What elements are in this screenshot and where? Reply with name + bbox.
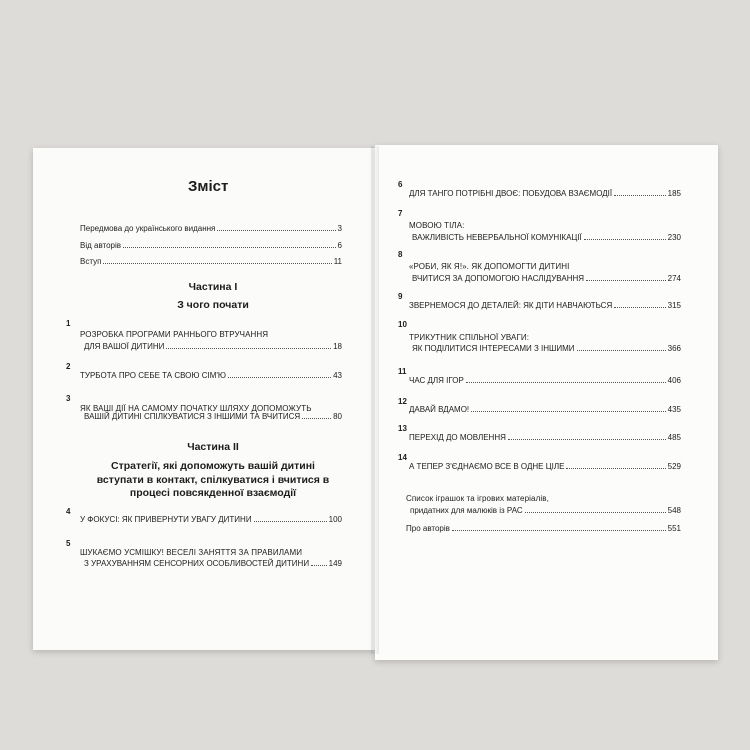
page-number: 230	[667, 233, 681, 242]
dot-leader	[566, 467, 665, 469]
dot-leader	[614, 306, 665, 308]
chapter-entry	[409, 433, 681, 442]
dot-leader	[508, 438, 666, 440]
entry-label: Передмова до українського видання	[80, 224, 216, 233]
chapter-entry	[84, 559, 342, 568]
page-number: 366	[667, 344, 681, 353]
dot-leader	[103, 262, 331, 264]
dot-leader	[254, 520, 327, 522]
chapter-number: 10	[398, 320, 407, 329]
page-number: 435	[667, 405, 681, 414]
chapter-title-line: «РОБИ, ЯК Я!». ЯК ДОПОМОГТИ ДИТИНІ	[409, 262, 570, 271]
part-subtitle: З чого почати	[177, 299, 249, 311]
chapter-entry	[409, 301, 681, 310]
page-number: 43	[333, 371, 342, 380]
back-matter-line: Список іграшок та ігрових матеріалів,	[406, 494, 549, 503]
chapter-number: 1	[66, 319, 71, 328]
dot-leader	[586, 279, 666, 281]
entry-label: ДЛЯ ТАНГО ПОТРІБНІ ДВОЄ: ПОБУДОВА ВЗАЄМОДІЇ	[409, 189, 613, 198]
chapter-number: 12	[398, 397, 407, 406]
chapter-number: 9	[398, 292, 403, 301]
chapter-number: 8	[398, 250, 403, 259]
dot-leader	[217, 229, 335, 231]
page-number: 3	[337, 224, 342, 233]
dot-leader	[452, 529, 666, 531]
page-number: 548	[667, 506, 681, 515]
dot-leader	[525, 511, 666, 513]
toc-entry	[80, 257, 342, 266]
chapter-number: 2	[66, 362, 71, 371]
entry-label: ПЕРЕХІД ДО МОВЛЕННЯ	[409, 433, 506, 442]
book-gutter	[371, 146, 379, 654]
entry-label: ДАВАЙ ВДАМО!	[409, 405, 470, 414]
page-number: 485	[667, 433, 681, 442]
page-number: 18	[333, 342, 342, 351]
entry-label: З УРАХУВАННЯМ СЕНСОРНИХ ОСОБЛИВОСТЕЙ ДИТИНИ	[84, 559, 310, 568]
chapter-number: 6	[398, 180, 403, 189]
part-subtitle-line: Стратегії, які допоможуть вашій дитині	[111, 460, 315, 472]
entry-label: ТУРБОТА ПРО СЕБЕ ТА СВОЮ СІМ'Ю	[80, 371, 226, 380]
page-number: 100	[328, 515, 342, 524]
part-title: Частина I	[188, 281, 238, 293]
entry-label: Про авторів	[406, 524, 450, 533]
chapter-number: 11	[398, 367, 407, 376]
page-number: 529	[667, 462, 681, 471]
chapter-number: 4	[66, 507, 71, 516]
page-number: 406	[667, 376, 681, 385]
chapter-entry	[409, 462, 681, 471]
page-number: 6	[337, 241, 342, 250]
dot-leader	[584, 238, 666, 240]
entry-label: У ФОКУСІ: ЯК ПРИВЕРНУТИ УВАГУ ДИТИНИ	[80, 515, 252, 524]
dot-leader	[471, 410, 665, 412]
toc-title: Зміст	[188, 178, 229, 195]
chapter-number: 5	[66, 539, 71, 548]
chapter-entry	[84, 342, 342, 351]
entry-label: А ТЕПЕР З'ЄДНАЄМО ВСЕ В ОДНЕ ЦІЛЕ	[409, 462, 565, 471]
page-number: 11	[333, 257, 342, 266]
chapter-entry	[84, 412, 342, 421]
entry-label: ВАШІЙ ДИТИНІ СПІЛКУВАТИСЯ З ІНШИМИ ТА ВЧИТИСЯ	[84, 412, 301, 421]
chapter-entry	[412, 274, 681, 283]
chapter-number: 13	[398, 424, 407, 433]
back-matter-entry	[410, 506, 681, 515]
toc-entry	[80, 241, 342, 250]
page-number: 551	[667, 524, 681, 533]
dot-leader	[577, 349, 666, 351]
page-number: 315	[667, 301, 681, 310]
toc-entry	[80, 224, 342, 233]
chapter-number: 3	[66, 394, 71, 403]
chapter-title-line: МОВОЮ ТІЛА:	[409, 221, 465, 230]
chapter-title-line: ТРИКУТНИК СПІЛЬНОЇ УВАГИ:	[409, 333, 530, 342]
entry-label: ЧАС ДЛЯ ІГОР	[409, 376, 464, 385]
entry-label: ЗВЕРНЕМОСЯ ДО ДЕТАЛЕЙ: ЯК ДІТИ НАВЧАЮТЬСЯ	[409, 301, 613, 310]
entry-label: Від авторів	[80, 241, 122, 250]
dot-leader	[302, 417, 331, 419]
page-number: 274	[667, 274, 681, 283]
page-number: 149	[328, 559, 342, 568]
chapter-entry	[409, 376, 681, 385]
chapter-title-line: ЯК ВАШІ ДІЇ НА САМОМУ ПОЧАТКУ ШЛЯХУ ДОПОМОЖУТЬ	[80, 404, 312, 413]
page-number: 80	[333, 412, 342, 421]
chapter-entry	[412, 233, 681, 242]
chapter-entry	[409, 405, 681, 414]
entry-label: Вступ	[80, 257, 102, 266]
dot-leader	[614, 194, 666, 196]
chapter-entry	[80, 515, 342, 524]
chapter-entry	[409, 189, 681, 198]
dot-leader	[123, 246, 336, 248]
part-title: Частина II	[187, 441, 239, 453]
dot-leader	[311, 564, 327, 566]
page-number: 185	[667, 189, 681, 198]
chapter-title-line: РОЗРОБКА ПРОГРАМИ РАННЬОГО ВТРУЧАННЯ	[80, 330, 269, 339]
back-matter-entry	[406, 524, 681, 533]
entry-label: придатних для малюків із РАС	[410, 506, 523, 515]
chapter-number: 7	[398, 209, 403, 218]
dot-leader	[228, 376, 331, 378]
chapter-number: 14	[398, 453, 407, 462]
entry-label: ДЛЯ ВАШОЇ ДИТИНИ	[84, 342, 165, 351]
entry-label: ВАЖЛИВІСТЬ НЕВЕРБАЛЬНОЇ КОМУНІКАЦІЇ	[412, 233, 582, 242]
dot-leader	[466, 381, 666, 383]
part-subtitle-line: вступати в контакт, спілкуватися і вчитися в	[96, 474, 330, 486]
chapter-title-line: ШУКАЄМО УСМІШКУ! ВЕСЕЛІ ЗАНЯТТЯ ЗА ПРАВИЛАМИ	[80, 548, 303, 557]
chapter-entry	[412, 344, 681, 353]
dot-leader	[166, 347, 331, 349]
part-subtitle-line: процесі повсякденної взаємодії	[129, 487, 297, 499]
entry-label: ЯК ПОДІЛИТИСЯ ІНТЕРЕСАМИ З ІНШИМИ	[412, 344, 575, 353]
entry-label: ВЧИТИСЯ ЗА ДОПОМОГОЮ НАСЛІДУВАННЯ	[412, 274, 585, 283]
chapter-entry	[80, 371, 342, 380]
